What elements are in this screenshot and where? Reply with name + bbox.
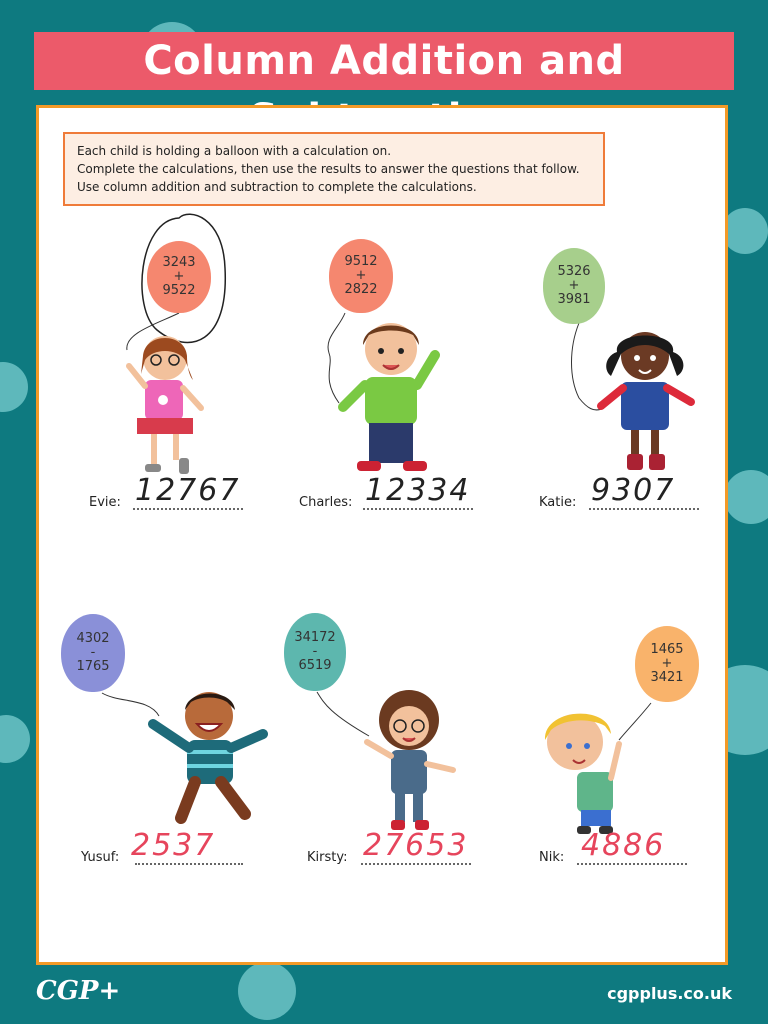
balloon-top-number: 9512 [344, 254, 378, 269]
instruction-line: Complete the calculations, then use the results to answer the questions that follow. [77, 162, 580, 176]
balloon-nik [635, 626, 699, 702]
worksheet [36, 105, 728, 965]
answer-line [577, 863, 687, 865]
answer-line [363, 508, 473, 510]
balloon-kirsty [284, 613, 346, 691]
child-name: Nik: [539, 850, 565, 865]
page-title: Column Addition and [34, 32, 734, 90]
child-name: Charles: [299, 495, 353, 510]
child-name: Yusuf: [81, 850, 120, 865]
child-kirsty-illustration [357, 686, 461, 836]
answer-line [361, 863, 471, 865]
background-dot [238, 962, 296, 1020]
answer-value[interactable]: 2537 [131, 828, 216, 863]
answer-line [135, 863, 243, 865]
instruction-line: Use column addition and subtraction to complete the calculations. [77, 180, 477, 194]
balloon-operator: + [661, 656, 673, 671]
answer-row-charles [299, 473, 479, 510]
answer-value[interactable]: 27653 [363, 828, 469, 863]
answer-value[interactable]: 4886 [581, 828, 666, 863]
cgp-logo: CGP+ [36, 976, 121, 1006]
background-dot [0, 715, 30, 763]
answer-value[interactable]: 9307 [591, 473, 676, 508]
balloon-bottom-number: 2822 [344, 282, 378, 297]
balloon-top-number: 1465 [650, 642, 684, 657]
answer-row-katie [539, 473, 709, 510]
balloon-bottom-number: 1765 [76, 659, 110, 674]
answer-line [133, 508, 243, 510]
balloon-bottom-number: 3421 [650, 670, 684, 685]
balloon-top-number: 34172 [294, 630, 336, 645]
footer-url[interactable]: cgpplus.co.uk [607, 984, 732, 1003]
background-dot [722, 208, 768, 254]
answer-row-nik [539, 828, 699, 865]
answer-row-kirsty [307, 828, 477, 865]
child-evie-illustration [123, 330, 213, 480]
balloon-top-number: 4302 [76, 631, 110, 646]
instruction-line: Each child is holding a balloon with a calculation on. [77, 144, 392, 158]
balloon-charles [329, 239, 393, 313]
balloon-operator: - [90, 645, 96, 660]
balloon-bottom-number: 3981 [557, 292, 591, 307]
child-yusuf-illustration [147, 686, 271, 836]
balloon-operator: + [173, 269, 185, 284]
balloon-operator: + [568, 278, 580, 293]
child-katie-illustration [595, 326, 699, 478]
answer-row-evie [89, 473, 249, 510]
answer-value[interactable]: 12767 [135, 473, 241, 508]
balloon-top-number: 5326 [557, 264, 591, 279]
answer-row-yusuf [81, 828, 251, 865]
balloon-operator: + [355, 268, 367, 283]
child-name: Evie: [89, 495, 121, 510]
balloon-katie [543, 248, 605, 324]
balloon-bottom-number: 6519 [298, 658, 332, 673]
child-name: Kirsty: [307, 850, 348, 865]
background-dot [0, 362, 28, 412]
balloon-operator: - [312, 644, 318, 659]
balloon-evie [147, 241, 211, 313]
balloon-top-number: 3243 [162, 255, 196, 270]
child-charles-illustration [335, 315, 449, 475]
background-dot [724, 470, 768, 524]
answer-line [589, 508, 699, 510]
answer-value[interactable]: 12334 [365, 473, 471, 508]
child-nik-illustration [533, 704, 629, 840]
child-name: Katie: [539, 495, 577, 510]
balloon-bottom-number: 9522 [162, 283, 196, 298]
balloon-yusuf [61, 614, 125, 692]
